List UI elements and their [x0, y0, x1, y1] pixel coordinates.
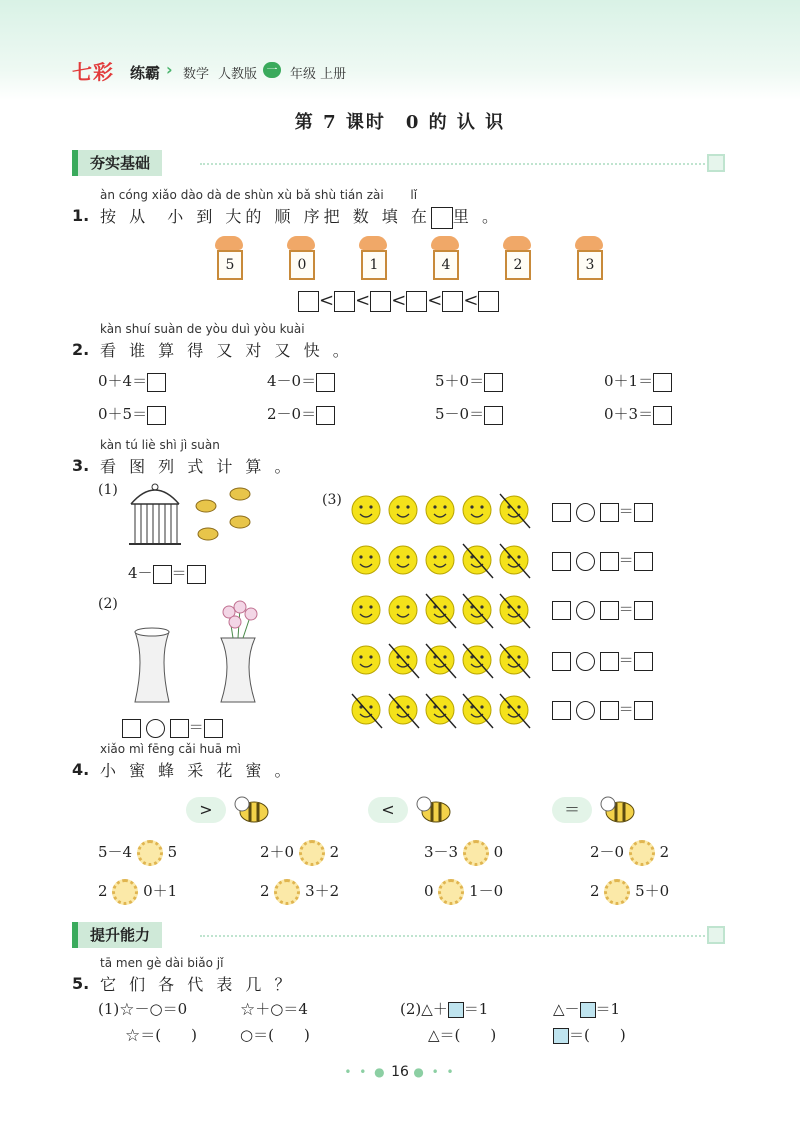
- answer-box[interactable]: [600, 652, 619, 671]
- bee-icon: [414, 792, 454, 826]
- q4-item: 2 0＋1: [98, 879, 177, 905]
- answer-box[interactable]: [634, 601, 653, 620]
- footer-dots-right: ● • •: [413, 1065, 456, 1079]
- smiley-face-icon: [426, 496, 454, 524]
- bee-sign-bubble: >: [186, 797, 226, 823]
- smiley-face-icon: [352, 496, 380, 524]
- smiley-face-icon: [389, 644, 419, 678]
- footer-dots-left: • • ●: [344, 1065, 387, 1079]
- q5-part2-eq1: (2)△＋ ＝1: [400, 1000, 489, 1018]
- q2-item: 2－0＝: [267, 403, 335, 425]
- q2-pinyin: kàn shuí suàn de yòu duì yòu kuài: [100, 322, 305, 336]
- q2-item: 4－0＝: [267, 370, 335, 392]
- q3-part3-label: (3): [322, 492, 342, 508]
- square-icon: [448, 1002, 464, 1018]
- section-divider: [200, 935, 705, 937]
- q4-question: 小 蜜 蜂 采 花 蜜 。: [100, 761, 295, 780]
- q5-question: 它 们 各 代 表 几 ？: [100, 975, 295, 994]
- q3-part3-equation: ＝: [552, 598, 653, 620]
- answer-box[interactable]: [600, 552, 619, 571]
- answer-circle[interactable]: [576, 601, 595, 620]
- flower-blank[interactable]: [137, 840, 163, 866]
- flower-blank[interactable]: [112, 879, 138, 905]
- crab-icon: [287, 236, 315, 250]
- answer-box[interactable]: [147, 406, 166, 425]
- q3-part3-equation: ＝: [552, 549, 653, 571]
- q4-pinyin: xiǎo mì fēng cǎi huā mì: [100, 742, 241, 756]
- answer-box[interactable]: [406, 291, 427, 312]
- flower-blank[interactable]: [438, 879, 464, 905]
- q5-pinyin: tā men gè dài biǎo jǐ: [100, 956, 224, 970]
- number-card: 4: [433, 250, 459, 280]
- answer-box[interactable]: [653, 373, 672, 392]
- birdcage-icon: [125, 482, 185, 548]
- chevron-right-icon: ›: [166, 60, 173, 79]
- smiley-face-icon: [500, 644, 530, 678]
- answer-box[interactable]: [552, 701, 571, 720]
- birds-icon: [188, 482, 258, 548]
- flower-blank[interactable]: [299, 840, 325, 866]
- q3-number: 3.: [72, 456, 90, 475]
- grade-badge: 一: [263, 62, 281, 78]
- q1-answer-row: < < < < <: [298, 290, 499, 312]
- flower-blank[interactable]: [463, 840, 489, 866]
- flower-blank[interactable]: [604, 879, 630, 905]
- answer-box[interactable]: [552, 652, 571, 671]
- bee-icon: [598, 792, 638, 826]
- number-card: 2: [505, 250, 531, 280]
- answer-box[interactable]: [122, 719, 141, 738]
- answer-box[interactable]: [442, 291, 463, 312]
- answer-circle[interactable]: [576, 652, 595, 671]
- section-tag-improve: 提升能力: [72, 922, 162, 948]
- smiley-face-icon: [389, 496, 417, 524]
- smiley-face-icon: [352, 546, 380, 574]
- header-grade: 年级 上册: [290, 67, 347, 82]
- answer-box[interactable]: [298, 291, 319, 312]
- smiley-face-icon: [500, 594, 530, 628]
- q2-item: 5＋0＝: [435, 370, 503, 392]
- smiley-face-icon: [426, 546, 454, 574]
- answer-circle[interactable]: [576, 701, 595, 720]
- smiley-face-icon: [463, 694, 493, 728]
- star-icon: ☆: [125, 1026, 141, 1046]
- q5-part2-eq2: △－ ＝1: [553, 1000, 621, 1018]
- answer-box[interactable]: [600, 701, 619, 720]
- q1-number: 1.: [72, 206, 90, 225]
- square-icon: [553, 1028, 569, 1044]
- smiley-face-icon: [389, 694, 419, 728]
- smiley-face-icon: [500, 694, 530, 728]
- q3-pinyin: kàn tú liè shì jì suàn: [100, 438, 220, 452]
- number-card: 0: [289, 250, 315, 280]
- answer-circle[interactable]: [146, 719, 165, 738]
- brand-name: 练霸: [130, 64, 161, 82]
- star-icon: ☆: [240, 1000, 256, 1020]
- number-card: 1: [361, 250, 387, 280]
- answer-box[interactable]: [170, 719, 189, 738]
- answer-box[interactable]: [552, 552, 571, 571]
- answer-box[interactable]: [204, 719, 223, 738]
- q3-part3-equation: ＝: [552, 649, 653, 671]
- q3-part1-equation: 4－ ＝: [128, 562, 206, 584]
- flower-blank[interactable]: [274, 879, 300, 905]
- smiley-face-icon: [352, 694, 382, 728]
- q5-part1-eq1: (1)☆－○＝0: [98, 1000, 188, 1020]
- answer-box[interactable]: [153, 565, 172, 584]
- answer-box[interactable]: [552, 601, 571, 620]
- smiley-face-icon: [389, 546, 417, 574]
- answer-box[interactable]: [634, 503, 653, 522]
- header-band: [0, 0, 800, 100]
- answer-box[interactable]: [147, 373, 166, 392]
- q1-inline-box: [431, 207, 453, 229]
- smiley-face-icon: [463, 496, 491, 524]
- q4-item: 2 3＋2: [260, 879, 339, 905]
- answer-circle[interactable]: [576, 503, 595, 522]
- q1-pinyin: àn cóng xiǎo dào dà de shùn xù bǎ shù tián zài lǐ: [100, 188, 418, 202]
- q2-question: 看 谁 算 得 又 对 又 快 。: [100, 341, 353, 360]
- q4-item: 0 1－0: [424, 879, 503, 905]
- answer-box[interactable]: [478, 291, 499, 312]
- q4-item: 2＋0 2: [260, 840, 339, 866]
- q4-item: 5－4 5: [98, 840, 177, 866]
- smiley-face-icon: [463, 544, 493, 578]
- q4-item: 3－3 0: [424, 840, 503, 866]
- q5-part2-ans1[interactable]: △＝( ): [428, 1026, 497, 1044]
- answer-box[interactable]: [600, 503, 619, 522]
- q3-part1-label: (1): [98, 482, 118, 498]
- answer-box[interactable]: [552, 503, 571, 522]
- smiley-face-icon: [463, 644, 493, 678]
- smiley-face-icon: [389, 596, 417, 624]
- q2-item: 0＋4＝: [98, 370, 166, 392]
- number-card: 5: [217, 250, 243, 280]
- square-icon: [580, 1002, 596, 1018]
- q5-part1-eq2: ☆＋○＝4: [240, 1000, 308, 1020]
- smiley-face-icon: [500, 494, 530, 528]
- answer-box[interactable]: [316, 373, 335, 392]
- smiley-face-icon: [426, 644, 456, 678]
- q3-part3-equation: ＝: [552, 698, 653, 720]
- section-end-mark: [707, 154, 725, 172]
- q3-part2-label: (2): [98, 596, 118, 612]
- q4-number: 4.: [72, 760, 90, 779]
- answer-box[interactable]: [634, 652, 653, 671]
- answer-box[interactable]: [634, 552, 653, 571]
- crab-icon: [215, 236, 243, 250]
- crab-icon: [431, 236, 459, 250]
- q4-item: 2－0 2: [590, 840, 669, 866]
- q5-number: 5.: [72, 974, 90, 993]
- answer-box[interactable]: [316, 406, 335, 425]
- crab-icon: [575, 236, 603, 250]
- q2-item: 0＋1＝: [604, 370, 672, 392]
- bee-sign-bubble: <: [368, 797, 408, 823]
- q2-item: 5－0＝: [435, 403, 503, 425]
- smiley-face-icon: [500, 544, 530, 578]
- q5-part1-ans1[interactable]: ☆＝( ): [125, 1026, 197, 1046]
- section-tag-basics: 夯实基础: [72, 150, 162, 176]
- crab-icon: [359, 236, 387, 250]
- smiley-face-icon: [426, 694, 456, 728]
- page-title: 第 7 课时 0 的 认 识: [294, 112, 506, 133]
- page-footer: [0, 1064, 800, 1080]
- answer-box[interactable]: [370, 291, 391, 312]
- crab-icon: [503, 236, 531, 250]
- answer-box[interactable]: [334, 291, 355, 312]
- header-edition: 人教版: [218, 67, 258, 82]
- answer-box[interactable]: [600, 601, 619, 620]
- vases-icon: [125, 598, 265, 706]
- answer-box[interactable]: [484, 373, 503, 392]
- q3-question: 看 图 列 式 计 算 。: [100, 457, 295, 476]
- flower-blank[interactable]: [629, 840, 655, 866]
- bee-sign-bubble: ＝: [552, 797, 592, 823]
- page-number: 16: [391, 1064, 409, 1080]
- q3-part3-faces: [348, 490, 538, 730]
- answer-box[interactable]: [634, 701, 653, 720]
- answer-box[interactable]: [653, 406, 672, 425]
- q2-item: 0＋3＝: [604, 403, 672, 425]
- section-divider: [200, 163, 705, 165]
- q3-part3-equation: ＝: [552, 500, 653, 522]
- brand-logo: 七彩: [72, 60, 114, 84]
- answer-box[interactable]: [187, 565, 206, 584]
- q4-item: 2 5＋0: [590, 879, 669, 905]
- header-subject: 数学: [183, 67, 210, 82]
- q5-part1-ans2[interactable]: ○＝( ): [240, 1026, 310, 1044]
- q3-part2-equation: ＝: [122, 716, 223, 738]
- answer-circle[interactable]: [576, 552, 595, 571]
- q1-question: 按 从 小 到 大的 顺 序把 数 填 在 里 。: [100, 204, 502, 229]
- q2-item: 0＋5＝: [98, 403, 166, 425]
- q5-part2-ans2[interactable]: ＝( ): [553, 1024, 626, 1045]
- smiley-face-icon: [352, 596, 380, 624]
- answer-box[interactable]: [484, 406, 503, 425]
- smiley-face-icon: [352, 646, 380, 674]
- section-end-mark: [707, 926, 725, 944]
- number-card: 3: [577, 250, 603, 280]
- star-icon: ☆: [119, 1000, 135, 1020]
- bee-icon: [232, 792, 272, 826]
- q2-number: 2.: [72, 340, 90, 359]
- smiley-face-icon: [426, 594, 456, 628]
- smiley-face-icon: [463, 594, 493, 628]
